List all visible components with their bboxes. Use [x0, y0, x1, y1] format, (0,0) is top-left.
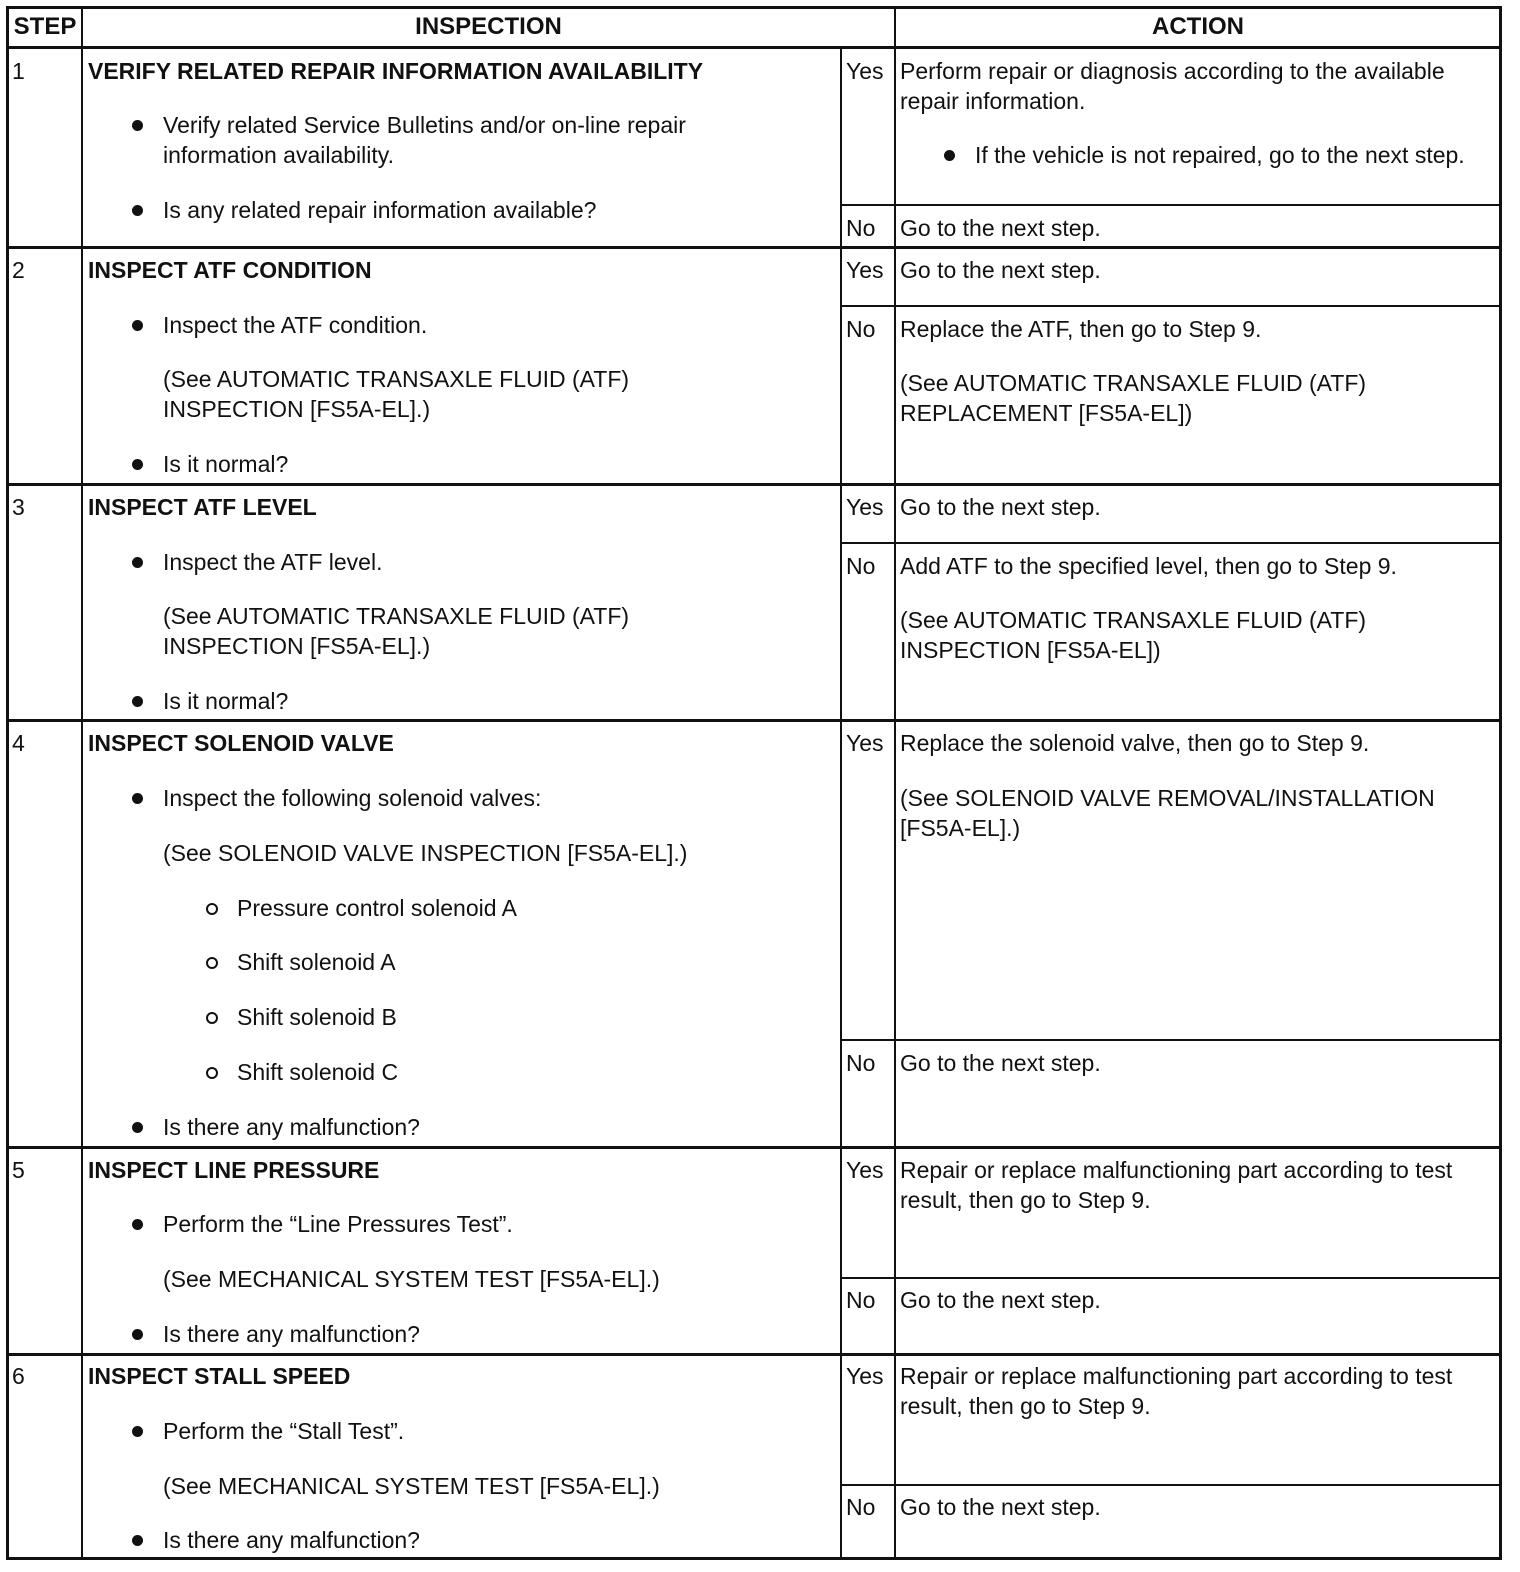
header-inspection: INSPECTION [415, 13, 562, 40]
circle-bullet-icon [206, 957, 218, 969]
row-divider [6, 483, 1502, 486]
row-divider [6, 246, 1502, 249]
inspection-question: Is it normal? [163, 451, 289, 477]
yes-no-divider [840, 542, 1502, 544]
yes-action: Replace the solenoid valve, then go to Step 9. [900, 730, 1370, 756]
yes-action-reference: (See SOLENOID VALVE REMOVAL/INSTALLATION [FS5A-EL].) [900, 785, 1435, 841]
circle-bullet-icon [206, 903, 218, 915]
no-action: Add ATF to the specified level, then go to Step 9. [900, 553, 1397, 579]
solenoid-item: Pressure control solenoid A [237, 895, 517, 921]
bullet-icon [944, 150, 955, 161]
bullet-icon [132, 205, 143, 216]
step-title: INSPECT ATF CONDITION [88, 257, 372, 283]
bullet-icon [132, 557, 143, 568]
no-action: Go to the next step. [900, 1050, 1101, 1076]
yes-action-sub: If the vehicle is not repaired, go to the next step. [975, 142, 1465, 168]
step-title: INSPECT ATF LEVEL [88, 494, 317, 520]
col-divider-step [81, 6, 83, 1560]
no-action-reference: (See AUTOMATIC TRANSAXLE FLUID (ATF) INSPECTION [FS5A-EL]) [900, 607, 1367, 663]
no-label: No [846, 215, 876, 241]
no-action: Go to the next step. [900, 215, 1101, 241]
bullet-icon [132, 1535, 143, 1546]
bullet-icon [132, 793, 143, 804]
inspection-bullet: Inspect the following solenoid valves: [163, 785, 542, 811]
solenoid-item: Shift solenoid B [237, 1004, 397, 1030]
step-title: INSPECT LINE PRESSURE [88, 1157, 380, 1183]
yes-no-divider [840, 1277, 1502, 1279]
yes-no-divider [840, 1039, 1502, 1041]
solenoid-item: Shift solenoid C [237, 1059, 399, 1085]
yes-action: Go to the next step. [900, 257, 1101, 283]
yes-action: Repair or replace malfunctioning part according to test result, then go to Step 9. [900, 1363, 1453, 1419]
inspection-bullet: Perform the “Line Pressures Test”. [163, 1211, 513, 1237]
no-label: No [846, 553, 876, 579]
step-number: 1 [12, 58, 25, 84]
yes-action: Go to the next step. [900, 494, 1101, 520]
inspection-question: Is there any malfunction? [163, 1527, 420, 1553]
inspection-question: Is there any malfunction? [163, 1114, 420, 1140]
bullet-icon [132, 1122, 143, 1133]
row-divider [6, 1146, 1502, 1149]
no-action-reference: (See AUTOMATIC TRANSAXLE FLUID (ATF) REPLACEMENT [FS5A-EL]) [900, 370, 1367, 426]
no-label: No [846, 1287, 876, 1313]
yes-action: Repair or replace malfunctioning part according to test result, then go to Step 9. [900, 1157, 1453, 1213]
inspection-bullet: Verify related Service Bulletins and/or on-line repair information availability. [163, 112, 686, 168]
inspection-question: Is it normal? [163, 688, 289, 714]
yes-action: Perform repair or diagnosis according to the available repair information. [900, 58, 1445, 114]
inspection-reference: (See MECHANICAL SYSTEM TEST [FS5A-EL].) [163, 1473, 660, 1499]
solenoid-item: Shift solenoid A [237, 949, 396, 975]
col-divider-action [894, 6, 896, 1560]
bullet-icon [132, 1219, 143, 1230]
yes-label: Yes [846, 58, 884, 84]
row-divider [6, 719, 1502, 722]
yes-no-divider [840, 305, 1502, 307]
no-label: No [846, 1050, 876, 1076]
bullet-icon [132, 696, 143, 707]
step-number: 3 [12, 494, 25, 520]
bullet-icon [132, 1329, 143, 1340]
yes-label: Yes [846, 730, 884, 756]
bullet-icon [132, 459, 143, 470]
no-label: No [846, 316, 876, 342]
step-number: 2 [12, 257, 25, 283]
inspection-question: Is there any malfunction? [163, 1321, 420, 1347]
yes-no-divider [840, 1484, 1502, 1486]
step-number: 5 [12, 1157, 25, 1183]
inspection-bullet: Inspect the ATF level. [163, 549, 383, 575]
yes-label: Yes [846, 257, 884, 283]
inspection-bullet: Inspect the ATF condition. [163, 312, 428, 338]
circle-bullet-icon [206, 1012, 218, 1024]
bullet-icon [132, 120, 143, 131]
inspection-question: Is any related repair information available? [163, 197, 597, 223]
circle-bullet-icon [206, 1067, 218, 1079]
inspection-reference: (See AUTOMATIC TRANSAXLE FLUID (ATF) INSPECTION [FS5A-EL].) [163, 603, 630, 659]
step-number: 4 [12, 730, 25, 756]
no-label: No [846, 1494, 876, 1520]
no-action: Replace the ATF, then go to Step 9. [900, 316, 1262, 342]
bullet-icon [132, 320, 143, 331]
header-action: ACTION [1152, 13, 1244, 40]
yes-label: Yes [846, 494, 884, 520]
row-divider [6, 1353, 1502, 1356]
header-divider [6, 46, 1502, 49]
yes-no-divider [840, 204, 1502, 206]
step-title: INSPECT SOLENOID VALVE [88, 730, 394, 756]
inspection-bullet: Perform the “Stall Test”. [163, 1418, 405, 1444]
step-number: 6 [12, 1363, 25, 1389]
step-title: INSPECT STALL SPEED [88, 1363, 351, 1389]
header-step: STEP [13, 13, 77, 40]
inspection-reference: (See MECHANICAL SYSTEM TEST [FS5A-EL].) [163, 1266, 660, 1292]
step-title: VERIFY RELATED REPAIR INFORMATION AVAILABILITY [88, 58, 704, 84]
col-divider-yesno [840, 47, 842, 1560]
inspection-reference: (See SOLENOID VALVE INSPECTION [FS5A-EL].) [163, 840, 688, 866]
yes-label: Yes [846, 1363, 884, 1389]
no-action: Go to the next step. [900, 1494, 1101, 1520]
bullet-icon [132, 1426, 143, 1437]
inspection-reference: (See AUTOMATIC TRANSAXLE FLUID (ATF) INSPECTION [FS5A-EL].) [163, 366, 630, 422]
no-action: Go to the next step. [900, 1287, 1101, 1313]
yes-label: Yes [846, 1157, 884, 1183]
